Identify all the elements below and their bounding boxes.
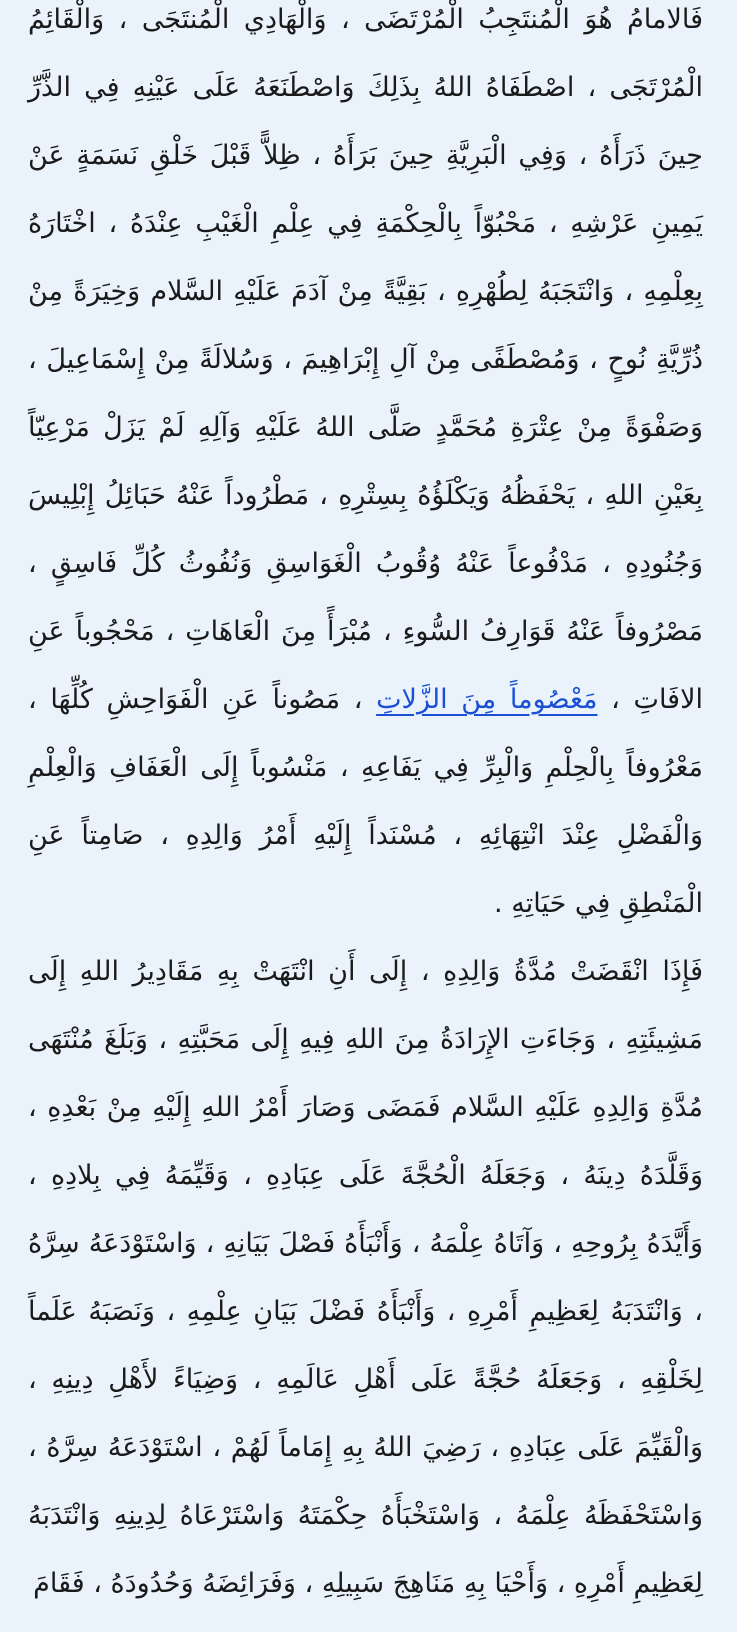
paragraph-2: فَإِذَا انْقَضَتْ مُدَّةُ وَالِدِهِ ، إِلَى أَنِ انْتَهَتْ بِهِ مَقَادِيرُ اللهِ إِلَى مَشِيئَتِهِ ، وَجَاءَتِ الإِرَادَةُ مِنَ اللهِ فِيهِ إِلَى مَحَبَّتِهِ ، وَبَلَغَ مُنْتَهَى مُدَّةِ وَالِدِهِ عَلَيْهِ السَّلام فَمَضَى وَصَارَ أَمْرُ اللهِ إِلَيْهِ مِنْ بَعْدِهِ ، وَقَلَّدَهُ دِينَهُ ، وَجَعَلَهُ الْحُجَّةَ عَلَى عِبَادِهِ ، وَقَيِّمَهُ فِي بِلادِهِ ، وَأَيَّدَهُ بِرُوحِهِ ، وَآتَاهُ عِلْمَهُ ، وَأَنْبَأَهُ فَصْلَ بَيَانِهِ ، وَاسْتَوْدَعَهُ سِرَّهُ ، وَانْتَدَبَهُ لِعَظِيمِ أَمْرِهِ ، وَأَنْبَأَهُ فَضْلَ بَيَانِ عِلْمِهِ ، وَنَصَبَهُ عَلَماً لِخَلْقِهِ ، وَجَعَلَهُ حُجَّةً عَلَى أَهْلِ عَالَمِهِ ، وَضِيَاءً لأَهْلِ دِينِهِ ، وَالْقَيِّمَ عَلَى عِبَادِهِ ، رَضِيَ اللهُ بِهِ إِمَاماً لَهُمْ ، اسْتَوْدَعَهُ سِرَّهُ ، وَاسْتَحْفَظَهُ عِلْمَهُ ، وَاسْتَخْبَأَهُ حِكْمَتَهُ وَاسْتَرْعَاهُ لِدِينِهِ وَانْتَدَبَهُ لِعَظِيمِ أَمْرِهِ ، وَأَحْيَا بِهِ مَنَاهِجَ سَبِيلِهِ ، وَفَرَائِضَهُ وَحُدُودَهُ ، فَقَامَ bbox=[28, 956, 703, 1599]
paragraph-1-text-after-link: ، مَصُوناً عَنِ الْفَوَاحِشِ كُلِّهَا ، مَعْرُوفاً بِالْحِلْمِ وَالْبِرِّ فِي يَفَاعِهِ ، مَنْسُوباً إِلَى الْعَفَافِ وَالْعِلْمِ وَالْفَضْلِ عِنْدَ انْتِهَائِهِ ، مُسْنَداً إِلَيْهِ أَمْرُ وَالِدِهِ ، صَامِتاً عَنِ الْمَنْطِقِ فِي حَيَاتِهِ . bbox=[28, 684, 703, 919]
paragraph-1-text-before-link: فَالامامُ هُوَ الْمُنتَجِبُ الْمُرْتَضَى ، وَالْهَادِي الْمُنتَجَى ، وَالْقَائِمُ الْمُرْتَجَى ، اصْطَفَاهُ اللهُ بِذَلِكَ وَاصْطَنَعَهُ عَلَى عَيْنِهِ فِي الذَّرِّ حِينَ ذَرَأَهُ ، وَفِي الْبَرِيَّةِ حِينَ بَرَأَهُ ، ظِلاًّ قَبْلَ خَلْقِ نَسَمَةٍ عَنْ يَمِينِ عَرْشِهِ ، مَحْبُوّاً بِالْحِكْمَةِ فِي عِلْمِ الْغَيْبِ عِنْدَهُ ، اخْتَارَهُ بِعِلْمِهِ ، وَانْتَجَبَهُ لِطُهْرِهِ ، بَقِيَّةً مِنْ آدَمَ عَلَيْهِ السَّلام وَخِيَرَةً مِنْ ذُرِّيَّةِ نُوحٍ ، وَمُصْطَفًى مِنْ آلِ إِبْرَاهِيمَ ، وَسُلالَةً مِنْ إِسْمَاعِيلَ ، وَصَفْوَةً مِنْ عِتْرَةِ مُحَمَّدٍ صَلَّى اللهُ عَلَيْهِ وَآلِهِ لَمْ يَزَلْ مَرْعِيّاً بِعَيْنِ اللهِ ، يَحْفَظُهُ وَيَكْلَؤُهُ بِسِتْرِهِ ، مَطْرُوداً عَنْهُ حَبَائِلُ إِبْلِيسَ وَجُنُودِهِ ، مَدْفُوعاً عَنْهُ وُقُوبُ الْغَوَاسِقِ وَنُفُوثُ كُلِّ فَاسِقٍ ، مَصْرُوفاً عَنْهُ قَوَارِفُ السُّوءِ ، مُبْرَأً مِنَ الْعَاهَاتِ ، مَحْجُوباً عَنِ الافَاتِ ، bbox=[28, 4, 703, 715]
inline-link-masuman[interactable]: مَعْصُوماً مِنَ الزَّلاتِ bbox=[376, 684, 598, 715]
